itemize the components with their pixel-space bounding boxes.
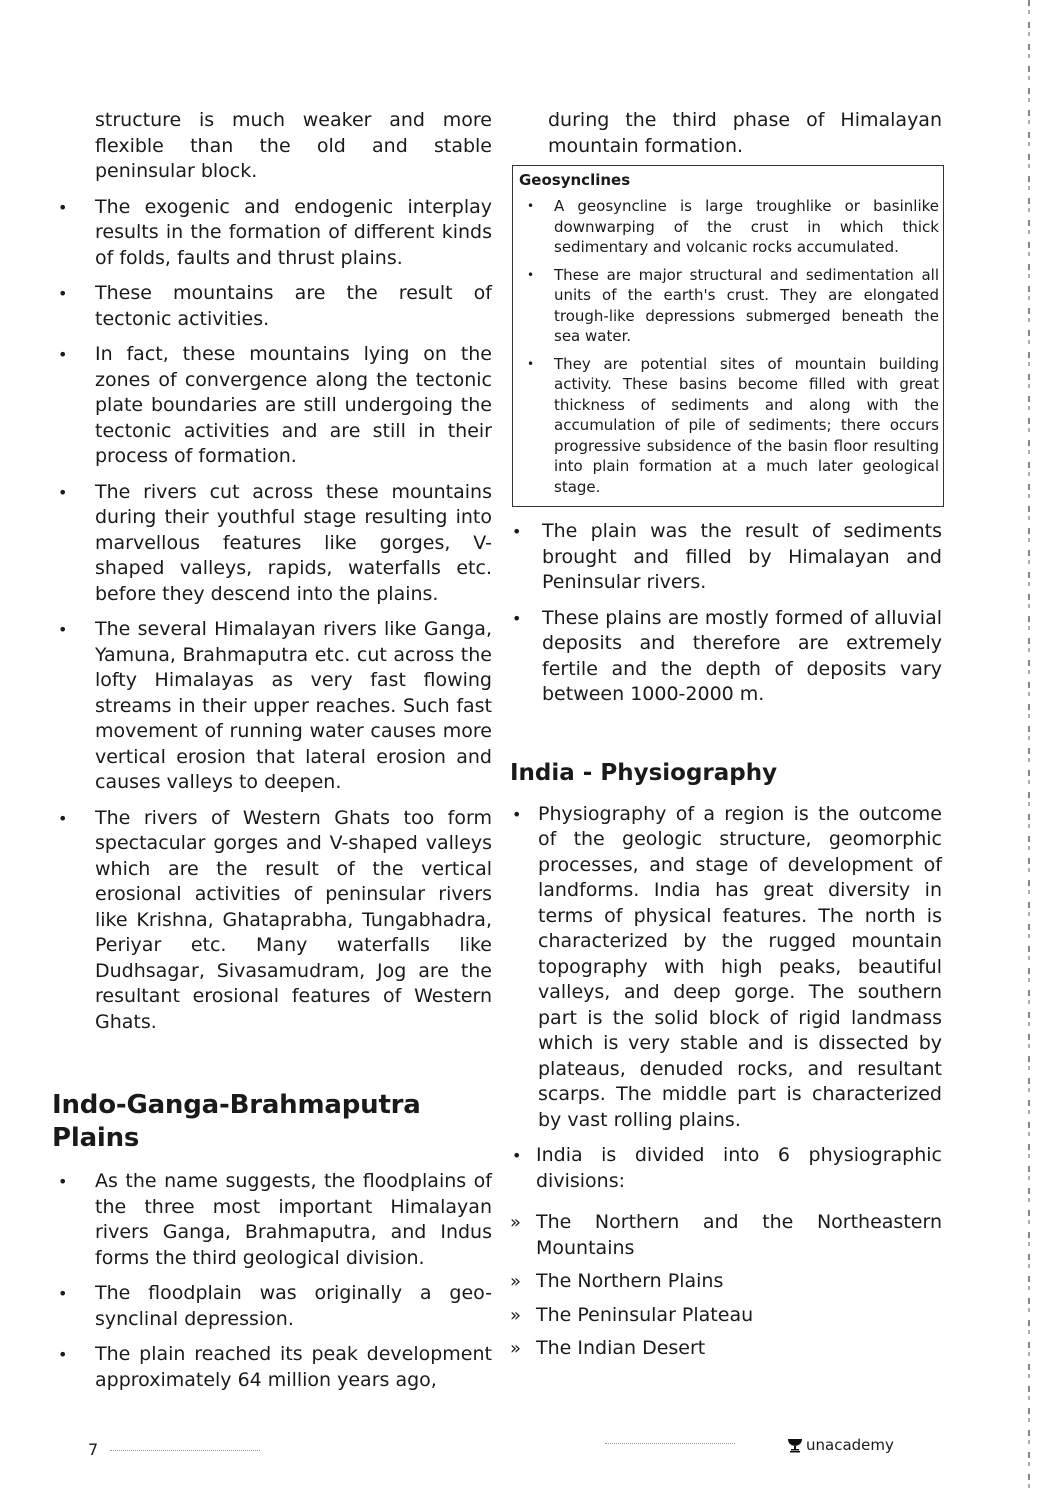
list-item: • The rivers cut across these mountains during their youthful stage resulting into marvellous features like gorges, V-shaped valleys, rapids, waterfalls etc. before they descend into the plains. bbox=[58, 480, 492, 605]
list-item: • The several Himalayan rivers like Ganga, Yamuna, Brahmaputra etc. cut across the lofty Himalayas as very fast flowing streams in their upper reaches. Such fast movement of running water causes more vertical erosion that lateral erosion and causes valleys to deepen. bbox=[58, 618, 492, 793]
right-column bbox=[510, 108, 942, 1370]
footer-divider bbox=[605, 1443, 735, 1444]
continuation-paragraph: structure is much weaker and more flexible than the old and stable peninsular block. bbox=[95, 109, 492, 182]
bullet-icon: • bbox=[512, 608, 522, 628]
unacademy-logo-icon bbox=[787, 1437, 803, 1453]
info-box-item: • A geosyncline is large troughlike or basinlike downwarping of the crust in which thick sedimentary and volcanic rocks accumulated. bbox=[527, 197, 939, 256]
footer-divider bbox=[110, 1450, 260, 1451]
bullet-icon: • bbox=[58, 284, 68, 303]
continuation-paragraph: during the third phase of Himalayan mountain formation. bbox=[548, 109, 942, 157]
geosynclines-info-box bbox=[512, 165, 944, 507]
division-item: » The Northern and the Northeastern Mountains bbox=[510, 1211, 942, 1259]
bullet-icon: • bbox=[512, 522, 522, 541]
bullet-icon: • bbox=[58, 1284, 68, 1303]
list-item: • These mountains are the result of tectonic activities. bbox=[58, 282, 492, 330]
bullet-icon: • bbox=[527, 267, 535, 282]
section-heading: India - Physiography bbox=[510, 759, 778, 786]
double-chevron-icon: » bbox=[510, 1304, 522, 1326]
double-chevron-icon: » bbox=[510, 1338, 522, 1359]
list-item: • As the name suggests, the floodplains of the three most important Himalayan rivers Ganga, Brahmaputra, and Indus forms the third geological division. bbox=[58, 1170, 492, 1269]
section-heading: Indo-Ganga-Brahmaputra Plains bbox=[52, 1090, 421, 1153]
list-item: • The rivers of Western Ghats too form spectacular gorges and V-shaped valleys which are the result of the vertical erosional activities of peninsular rivers like Krishna, Ghataprabha, Tungabhadra, Periyar etc. Many waterfalls like Dudhsagar, Sivasamudram, Jog are the resultant erosional features of Western Ghats. bbox=[58, 806, 492, 1033]
list-item: • These plains are mostly formed of alluvial deposits and therefore are extremely fertile and the depth of deposits vary between 1000-2000 m. bbox=[512, 606, 942, 705]
bullet-icon: • bbox=[512, 1146, 522, 1165]
division-item: » The Indian Desert bbox=[510, 1336, 942, 1362]
double-chevron-icon: » bbox=[510, 1271, 522, 1292]
list-item: • The plain was the result of sediments brought and filled by Himalayan and Peninsular rivers. bbox=[512, 520, 942, 593]
bullet-icon: • bbox=[58, 197, 68, 217]
list-item: • India is divided into 6 physiographic divisions: bbox=[512, 1144, 942, 1192]
brand-name: unacademy bbox=[806, 1436, 894, 1454]
list-item: • Physiography of a region is the outcome of the geologic structure, geomorphic processes, and stage of development of landforms. India has great diversity in terms of physical features. The north is characterized by the rugged mountain topography with high peaks, beautiful valleys, and deep gorge. The southern part is the solid block of rigid landmass which is very stable and is dissected by plateaus, denuded rocks, and resultant scarps. The middle part is characterized by vast rolling plains. bbox=[512, 802, 942, 1131]
list-item: • In fact, these mountains lying on the zones of convergence along the tectonic plate boundaries are still undergoing the tectonic activities and are still in their process of formation. bbox=[58, 343, 492, 467]
brand-logo bbox=[787, 1436, 894, 1454]
bullet-icon: • bbox=[58, 482, 68, 502]
double-chevron-icon: » bbox=[510, 1212, 522, 1233]
left-column bbox=[52, 108, 492, 1403]
bullet-icon: • bbox=[58, 1345, 68, 1364]
bullet-icon: • bbox=[58, 808, 68, 828]
page-number: 7 bbox=[88, 1440, 99, 1459]
division-item: » The Northern Plains bbox=[510, 1269, 942, 1295]
scan-edge-artifact bbox=[1028, 0, 1030, 1496]
list-item: • The plain reached its peak development approximately 64 million years ago, bbox=[58, 1343, 492, 1391]
bullet-icon: • bbox=[527, 356, 535, 371]
list-item: • The floodplain was originally a geo-synclinal depression. bbox=[58, 1282, 492, 1330]
bullet-icon: • bbox=[58, 345, 68, 364]
division-item: » The Peninsular Plateau bbox=[510, 1303, 942, 1329]
info-box-item: • They are potential sites of mountain building activity. These basins become filled with great thickness of sediments and along with the accumulation of pile of sediments; there occurs progressive subsidence of the basin floor resulting into plain formation at a much later geological stage. bbox=[527, 354, 939, 496]
bullet-icon: • bbox=[512, 804, 522, 824]
bullet-icon: • bbox=[527, 199, 535, 213]
list-item: • The exogenic and endogenic interplay results in the formation of different kinds of folds, faults and thrust plains. bbox=[58, 195, 492, 269]
bullet-icon: • bbox=[58, 1172, 68, 1191]
bullet-icon: • bbox=[58, 620, 68, 639]
info-box-item: • These are major structural and sedimentation all units of the earth's crust. They are elongated trough-like depressions submerged beneath the sea water. bbox=[527, 265, 939, 345]
info-box-title: Geosynclines bbox=[519, 171, 631, 189]
